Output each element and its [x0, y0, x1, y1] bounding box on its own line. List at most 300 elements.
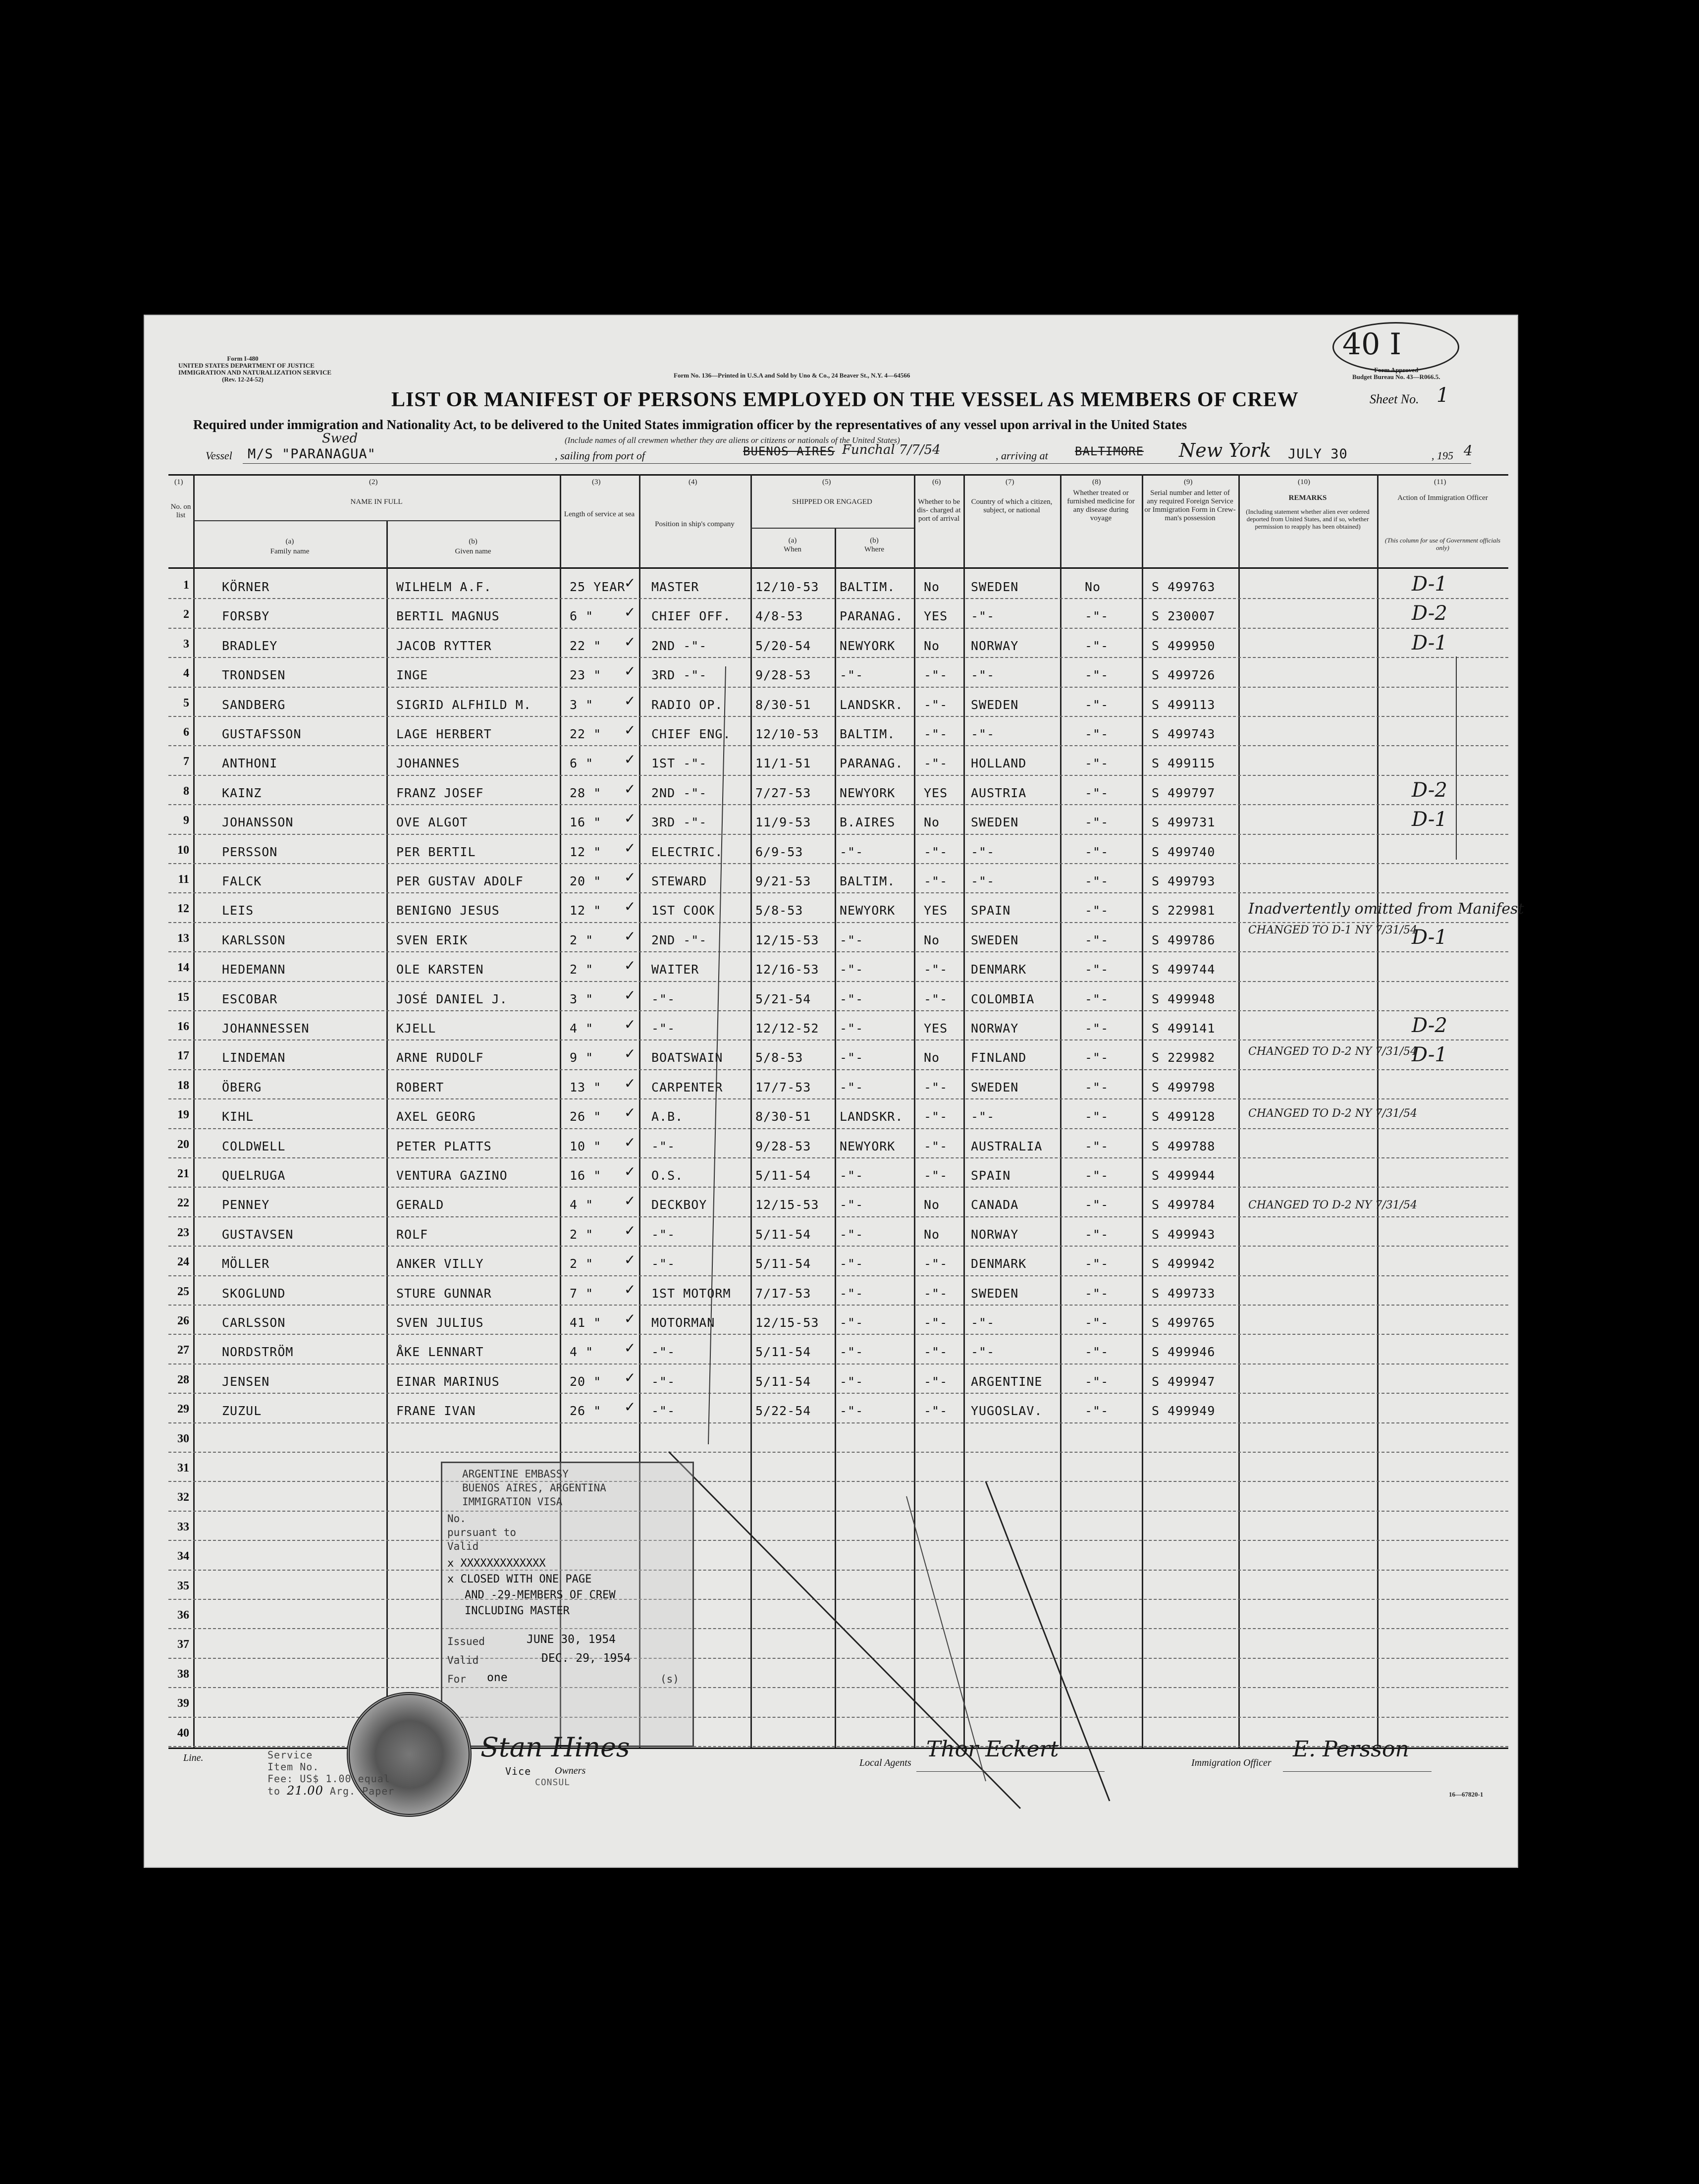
shipped-when-cell: 6/9-53: [755, 844, 803, 859]
row-number: 22: [177, 1197, 189, 1210]
shipped-where-cell: BALTIM.: [840, 580, 896, 594]
shipped-where-cell: -"-: [840, 844, 864, 859]
shipped-where-cell: BALTIM.: [840, 874, 896, 888]
given-name-cell: FRANE IVAN: [396, 1404, 476, 1419]
treated-cell: -"-: [1085, 1139, 1109, 1153]
remark-changed: CHANGED TO D-2 NY 7/31/54: [1248, 1107, 1418, 1120]
country-cell: SWEDEN: [971, 815, 1019, 830]
shipped-when-cell: 8/30-51: [755, 697, 811, 712]
shipped-where-cell: -"-: [840, 1404, 864, 1419]
col-number: (10): [1298, 478, 1310, 486]
treated-cell: -"-: [1085, 1168, 1109, 1183]
shipped-when-cell: 5/8-53: [755, 903, 803, 918]
position-cell: RADIO OP.: [651, 697, 723, 712]
shipped-where-cell: -"-: [840, 1374, 864, 1389]
given-name-cell: WILHELM A.F.: [396, 580, 492, 594]
shipped-where-cell: -"-: [840, 1315, 864, 1330]
discharge-cell: -"-: [924, 962, 948, 977]
treated-cell: -"-: [1085, 1080, 1109, 1094]
given-name-cell: SVEN JULIUS: [396, 1315, 484, 1330]
treated-cell: -"-: [1085, 668, 1109, 683]
discharge-cell: -"-: [924, 1080, 948, 1094]
discharge-cell: -"-: [924, 1109, 948, 1124]
discharge-cell: No: [924, 1227, 940, 1242]
service-cell: 20 ": [570, 1374, 602, 1389]
service-cell: 9 ": [570, 1050, 594, 1065]
position-cell: STEWARD: [651, 874, 707, 888]
country-cell: -"-: [971, 1345, 995, 1360]
sheet-label: Sheet No.: [1370, 392, 1419, 406]
row-number: 20: [177, 1138, 189, 1151]
shipped-where-cell: PARANAG.: [840, 756, 903, 771]
position-cell: 1ST MOTORM: [651, 1286, 731, 1301]
treated-cell: -"-: [1085, 1198, 1109, 1212]
shipped-where-cell: -"-: [840, 1198, 864, 1212]
family-name-cell: KÖRNER: [222, 580, 270, 594]
service-cell: 25 YEAR: [570, 580, 626, 594]
family-name-cell: COLDWELL: [222, 1139, 286, 1153]
row-number: 24: [177, 1256, 189, 1269]
given-name-cell: ROLF: [396, 1227, 428, 1242]
col-number: (3): [592, 478, 601, 486]
row-number: 10: [177, 843, 189, 857]
col-header-where-sub: (b): [870, 537, 879, 545]
position-cell: 2ND -"-: [651, 785, 707, 800]
discharge-cell: -"-: [924, 697, 948, 712]
country-cell: -"-: [971, 609, 995, 624]
manifest-page: [144, 315, 1524, 1868]
treated-cell: -"-: [1085, 991, 1109, 1006]
shipped-when-cell: 5/11-54: [755, 1374, 811, 1389]
row-number: 23: [177, 1226, 189, 1239]
check-mark: ✓: [624, 1399, 636, 1416]
vessel-label: Vessel: [206, 449, 232, 462]
given-name-cell: ÅKE LENNART: [396, 1345, 484, 1360]
check-mark: ✓: [624, 1193, 636, 1209]
row-number: 1: [183, 579, 189, 592]
col-number: (6): [932, 478, 941, 486]
position-cell: WAITER: [651, 962, 699, 977]
shipped-where-cell: -"-: [840, 1168, 864, 1183]
col-header-treated: Whether treated or furnished medicine for any disease during voyage: [1067, 489, 1135, 522]
family-name-cell: JENSEN: [222, 1374, 270, 1389]
shipped-when-cell: 12/10-53: [755, 727, 819, 741]
shipped-where-cell: BALTIM.: [840, 727, 896, 741]
service-cell: 22 ": [570, 638, 602, 653]
row-number: 8: [183, 784, 189, 798]
check-mark: ✓: [624, 722, 636, 738]
given-name-cell: BERTIL MAGNUS: [396, 609, 500, 624]
check-mark: ✓: [624, 1222, 636, 1239]
treated-cell: -"-: [1085, 785, 1109, 800]
treated-cell: -"-: [1085, 1021, 1109, 1036]
col-number: (4): [689, 478, 697, 486]
discharge-cell: YES: [924, 785, 948, 800]
check-mark: ✓: [624, 1310, 636, 1327]
shipped-when-cell: 7/17-53: [755, 1286, 811, 1301]
row-number: 11: [178, 873, 189, 886]
serial-cell: S 499141: [1152, 1021, 1216, 1036]
shipped-when-cell: 5/20-54: [755, 638, 811, 653]
serial-cell: S 499113: [1152, 697, 1216, 712]
position-cell: DECKBOY: [651, 1198, 707, 1212]
given-name-cell: STURE GUNNAR: [396, 1286, 492, 1301]
shipped-where-cell: -"-: [840, 1021, 864, 1036]
family-name-cell: ÖBERG: [222, 1080, 262, 1094]
discharge-cell: -"-: [924, 1139, 948, 1153]
approval-block: Form Approved Budget Bureau No. 43—R066.5.: [1352, 366, 1440, 381]
check-mark: ✓: [624, 957, 636, 974]
year-label: , 195: [1432, 449, 1453, 462]
check-mark: ✓: [624, 575, 636, 591]
vessel-name: M/S "PARANAGUA": [248, 446, 376, 462]
country-cell: NORWAY: [971, 1021, 1019, 1036]
shipped-when-cell: 5/11-54: [755, 1168, 811, 1183]
given-name-cell: ANKER VILLY: [396, 1256, 484, 1271]
row-number: 28: [177, 1373, 189, 1386]
family-name-cell: KAINZ: [222, 785, 262, 800]
service-cell: 2 ": [570, 932, 594, 947]
serial-cell: S 499726: [1152, 668, 1216, 683]
country-cell: YUGOSLAV.: [971, 1404, 1043, 1419]
treated-cell: -"-: [1085, 903, 1109, 918]
col-header-name: NAME IN FULL: [350, 498, 403, 506]
treated-cell: -"-: [1085, 1227, 1109, 1242]
family-name-cell: ZUZUL: [222, 1404, 262, 1419]
local-agents-signature: Thor Eckert: [926, 1737, 1059, 1762]
family-name-cell: SANDBERG: [222, 697, 286, 712]
shipped-when-cell: 5/11-54: [755, 1345, 811, 1360]
given-name-cell: VENTURA GAZINO: [396, 1168, 508, 1183]
given-name-cell: SVEN ERIK: [396, 932, 468, 947]
treated-cell: -"-: [1085, 932, 1109, 947]
service-cell: 28 ": [570, 785, 602, 800]
position-cell: -"-: [651, 991, 676, 1006]
col-number: (2): [369, 478, 378, 486]
row-number: 36: [177, 1609, 189, 1622]
shipped-where-cell: -"-: [840, 932, 864, 947]
row-number: 13: [177, 931, 189, 945]
row-number: 5: [183, 696, 189, 710]
shipped-where-cell: -"-: [840, 1050, 864, 1065]
service-cell: 26 ": [570, 1109, 602, 1124]
row-number: 27: [177, 1344, 189, 1357]
check-mark: ✓: [624, 839, 636, 856]
shipped-where-cell: NEWYORK: [840, 1139, 896, 1153]
remark-changed: CHANGED TO D-2 NY 7/31/54: [1248, 1045, 1418, 1058]
given-name-cell: KJELL: [396, 1021, 436, 1036]
shipped-when-cell: 4/8-53: [755, 609, 803, 624]
row-number: 19: [177, 1108, 189, 1122]
include-note: (Include names of all crewmen whether they are aliens or citizens or nationals of the United States): [565, 436, 900, 445]
treated-cell: -"-: [1085, 815, 1109, 830]
family-name-cell: JOHANSSON: [222, 815, 294, 830]
country-cell: ARGENTINE: [971, 1374, 1043, 1389]
row-number: 32: [177, 1491, 189, 1504]
given-name-cell: PER GUSTAV ADOLF: [396, 874, 524, 888]
serial-cell: S 499731: [1152, 815, 1216, 830]
family-name-cell: KIHL: [222, 1109, 254, 1124]
service-cell: 6 ": [570, 609, 594, 624]
check-mark: ✓: [624, 1016, 636, 1033]
shipped-when-cell: 11/9-53: [755, 815, 811, 830]
country-cell: COLOMBIA: [971, 991, 1035, 1006]
family-name-cell: JOHANNESSEN: [222, 1021, 310, 1036]
row-number: 30: [177, 1432, 189, 1445]
col-header-remarks-note: (Including statement whether alien ever ordered deported from United States, and if so, whether permission to reapply has been obtained): [1246, 508, 1370, 530]
shipped-where-cell: -"-: [840, 1286, 864, 1301]
shipped-where-cell: -"-: [840, 1227, 864, 1242]
service-cell: 20 ": [570, 874, 602, 888]
master-signature: Stan Hines: [480, 1732, 630, 1763]
shipped-where-cell: -"-: [840, 991, 864, 1006]
discharge-cell: -"-: [924, 1256, 948, 1271]
country-cell: SWEDEN: [971, 697, 1019, 712]
arriving-label: , arriving at: [996, 449, 1048, 462]
printer-line: Form No. 136—Printed in U.S.A and Sold by Uno & Co., 24 Beaver St., N.Y. 4—64566: [674, 372, 910, 379]
discharge-cell: No: [924, 932, 940, 947]
shipped-where-cell: -"-: [840, 1080, 864, 1094]
service-cell: 23 ": [570, 668, 602, 683]
remark-changed: CHANGED TO D-1 NY 7/31/54: [1248, 924, 1418, 936]
family-name-cell: TRONDSEN: [222, 668, 286, 683]
col-number: (7): [1006, 478, 1014, 486]
immigration-officer-label: Immigration Officer: [1191, 1757, 1272, 1768]
row-number: 21: [177, 1167, 189, 1180]
shipped-when-cell: 5/11-54: [755, 1256, 811, 1271]
col-number: (9): [1184, 478, 1193, 486]
serial-cell: S 499943: [1152, 1227, 1216, 1242]
country-cell: -"-: [971, 727, 995, 741]
serial-cell: S 499798: [1152, 1080, 1216, 1094]
col-header-position: Position in ship's company: [655, 520, 735, 528]
shipped-when-cell: 5/22-54: [755, 1404, 811, 1419]
serial-cell: S 230007: [1152, 609, 1216, 624]
position-cell: -"-: [651, 1256, 676, 1271]
given-name-cell: EINAR MARINUS: [396, 1374, 500, 1389]
shipped-when-cell: 11/1-51: [755, 756, 811, 771]
row-number: 38: [177, 1667, 189, 1681]
family-name-cell: GUSTAVSEN: [222, 1227, 294, 1242]
family-name-cell: FALCK: [222, 874, 262, 888]
discharge-cell: No: [924, 638, 940, 653]
action-cell: D-1: [1412, 1043, 1447, 1067]
position-cell: A.B.: [651, 1109, 684, 1124]
owners-label: Owners: [555, 1765, 586, 1776]
col-number: (5): [822, 478, 831, 486]
serial-cell: S 499946: [1152, 1345, 1216, 1360]
serial-cell: S 499948: [1152, 991, 1216, 1006]
service-cell: 7 ": [570, 1286, 594, 1301]
serial-cell: S 499733: [1152, 1286, 1216, 1301]
serial-cell: S 499765: [1152, 1315, 1216, 1330]
check-mark: ✓: [624, 1281, 636, 1298]
treated-cell: -"-: [1085, 1404, 1109, 1419]
serial-cell: S 499942: [1152, 1256, 1216, 1271]
country-cell: SWEDEN: [971, 1080, 1019, 1094]
shipped-where-cell: NEWYORK: [840, 638, 896, 653]
row-number: 31: [177, 1462, 189, 1474]
port-to-hand: New York: [1179, 439, 1272, 461]
check-mark: ✓: [624, 780, 636, 797]
action-cell: D-1: [1412, 573, 1447, 596]
country-cell: DENMARK: [971, 962, 1027, 977]
serial-cell: S 499128: [1152, 1109, 1216, 1124]
family-name-cell: LEIS: [222, 903, 254, 918]
treated-cell: -"-: [1085, 1286, 1109, 1301]
country-cell: -"-: [971, 874, 995, 888]
service-cell: 3 ": [570, 991, 594, 1006]
given-name-cell: OLE KARSTEN: [396, 962, 484, 977]
given-name-cell: SIGRID ALFHILD M.: [396, 697, 531, 712]
row-number: 7: [183, 755, 189, 768]
signature-rule: [1283, 1771, 1432, 1772]
closing-strokes: [144, 315, 1518, 1868]
country-cell: AUSTRIA: [971, 785, 1027, 800]
given-name-cell: OVE ALGOT: [396, 815, 468, 830]
immigration-officer-signature: E. Persson: [1293, 1737, 1409, 1762]
family-name-cell: NORDSTRÖM: [222, 1345, 294, 1360]
country-cell: DENMARK: [971, 1256, 1027, 1271]
shipped-when-cell: 9/28-53: [755, 668, 811, 683]
shipped-where-cell: -"-: [840, 668, 864, 683]
position-cell: -"-: [651, 1021, 676, 1036]
row-number: 26: [177, 1314, 189, 1327]
serial-cell: S 499740: [1152, 844, 1216, 859]
row-number: 34: [177, 1550, 189, 1563]
family-name-cell: FORSBY: [222, 609, 270, 624]
discharge-cell: -"-: [924, 1345, 948, 1360]
service-cell: 16 ": [570, 815, 602, 830]
discharge-cell: -"-: [924, 1404, 948, 1419]
given-name-cell: JOSÉ DANIEL J.: [396, 991, 508, 1006]
given-name-cell: AXEL GEORG: [396, 1109, 476, 1124]
position-cell: 1ST COOK: [651, 903, 715, 918]
country-cell: -"-: [971, 1109, 995, 1124]
country-cell: NORWAY: [971, 1227, 1019, 1242]
discharge-cell: No: [924, 1050, 940, 1065]
col-header-family: Family name: [270, 547, 310, 555]
shipped-when-cell: 9/21-53: [755, 874, 811, 888]
treated-cell: No: [1085, 580, 1101, 594]
treated-cell: -"-: [1085, 609, 1109, 624]
page-title: LIST OR MANIFEST OF PERSONS EMPLOYED ON THE VESSEL AS MEMBERS OF CREW: [391, 388, 1299, 411]
col-header-when-sub: (a): [788, 537, 797, 545]
serial-cell: S 499743: [1152, 727, 1216, 741]
discharge-cell: -"-: [924, 727, 948, 741]
action-cell: D-2: [1412, 1014, 1447, 1037]
serial-cell: S 499950: [1152, 638, 1216, 653]
row-number: 3: [183, 637, 189, 651]
shipped-where-cell: LANDSKR.: [840, 697, 903, 712]
shipped-where-cell: NEWYORK: [840, 903, 896, 918]
given-name-cell: INGE: [396, 668, 428, 683]
action-cell: D-1: [1412, 926, 1447, 949]
given-name-cell: PETER PLATTS: [396, 1139, 492, 1153]
country-cell: HOLLAND: [971, 756, 1027, 771]
action-cell: D-2: [1412, 778, 1447, 802]
discharge-cell: YES: [924, 609, 948, 624]
serial-cell: S 499744: [1152, 962, 1216, 977]
country-cell: -"-: [971, 668, 995, 683]
country-cell: SWEDEN: [971, 1286, 1019, 1301]
given-name-cell: JACOB RYTTER: [396, 638, 492, 653]
port-from: BUENOS AIRES: [743, 444, 835, 458]
given-name-cell: FRANZ JOSEF: [396, 785, 484, 800]
check-mark: ✓: [624, 1163, 636, 1180]
family-name-cell: LINDEMAN: [222, 1050, 286, 1065]
position-cell: ELECTRIC.: [651, 844, 723, 859]
col-header-serial: Serial number and letter of any required Foreign Service or Immigration Form in Crew- man's possession: [1144, 489, 1236, 522]
position-cell: CARPENTER: [651, 1080, 723, 1094]
country-cell: SPAIN: [971, 1168, 1011, 1183]
row-number: 6: [183, 726, 189, 739]
col-header-service: Length of service at sea: [564, 510, 635, 518]
col-header-action: Action of Immigration Officer: [1397, 494, 1488, 502]
shipped-where-cell: LANDSKR.: [840, 1109, 903, 1124]
check-mark: ✓: [624, 663, 636, 680]
family-name-cell: PENNEY: [222, 1198, 270, 1212]
remark-omitted: Inadvertently omitted from Manifest: [1248, 900, 1524, 918]
serial-cell: S 499944: [1152, 1168, 1216, 1183]
service-cell: 12 ": [570, 844, 602, 859]
shipped-when-cell: 12/15-53: [755, 1198, 819, 1212]
discharge-cell: No: [924, 580, 940, 594]
check-mark: ✓: [624, 1045, 636, 1062]
check-mark: ✓: [624, 751, 636, 768]
position-cell: 3RD -"-: [651, 815, 707, 830]
shipped-where-cell: -"-: [840, 1345, 864, 1360]
remark-changed: CHANGED TO D-2 NY 7/31/54: [1248, 1199, 1418, 1211]
action-cell: D-1: [1412, 808, 1447, 831]
position-cell: CHIEF ENG.: [651, 727, 731, 741]
discharge-cell: YES: [924, 903, 948, 918]
col-header-where: Where: [864, 546, 884, 553]
shipped-where-cell: -"-: [840, 1256, 864, 1271]
country-cell: -"-: [971, 1315, 995, 1330]
consul-label: CONSUL: [535, 1777, 571, 1788]
row-number: 25: [177, 1285, 189, 1298]
position-cell: -"-: [651, 1374, 676, 1389]
position-cell: -"-: [651, 1227, 676, 1242]
check-mark: ✓: [624, 1252, 636, 1268]
sheet-corner-note: 40 I: [1342, 327, 1402, 362]
col-header-when: When: [784, 546, 801, 553]
treated-cell: -"-: [1085, 1374, 1109, 1389]
col-header-shipped: SHIPPED OR ENGAGED: [792, 498, 872, 506]
treated-cell: -"-: [1085, 962, 1109, 977]
shipped-when-cell: 5/21-54: [755, 991, 811, 1006]
form-code: 16—67820-1: [1449, 1791, 1484, 1798]
family-name-cell: MÖLLER: [222, 1256, 270, 1271]
given-name-cell: ROBERT: [396, 1080, 444, 1094]
family-name-cell: BRADLEY: [222, 638, 278, 653]
check-mark: ✓: [624, 898, 636, 915]
col-number: (11): [1434, 478, 1446, 486]
family-name-cell: QUELRUGA: [222, 1168, 286, 1183]
check-mark: ✓: [624, 1104, 636, 1121]
sheet-number: 1: [1436, 384, 1449, 407]
col-header-discharged: Whether to be dis- charged at port of arrival: [917, 498, 961, 523]
serial-cell: S 499947: [1152, 1374, 1216, 1389]
shipped-when-cell: 8/30-51: [755, 1109, 811, 1124]
action-cell: D-1: [1412, 631, 1447, 655]
row-number: 15: [177, 990, 189, 1004]
given-name-cell: JOHANNES: [396, 756, 460, 771]
family-name-cell: KARLSSON: [222, 932, 286, 947]
position-cell: 2ND -"-: [651, 638, 707, 653]
discharge-cell: -"-: [924, 1315, 948, 1330]
